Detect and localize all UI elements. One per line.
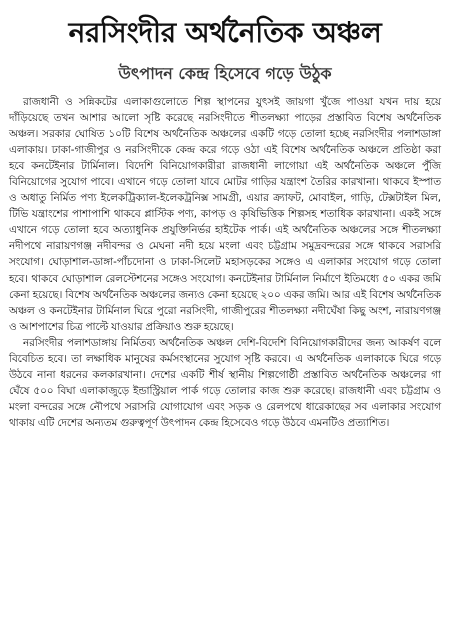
headline: নরসিংদীর অর্থনৈতিক অঞ্চল [68, 16, 382, 49]
paragraph-1: রাজধানী ও সন্নিকটের এলাকাগুলোতে শিল্প স্থাপনের যুৎসই জায়গা খুঁজে পাওয়া যখন দায় হয়ে দাঁড়িয়েছে তখন আশার আলো সৃষ্টি করেছে নরসিংদীতে শীতলক্ষ্যা পাড়ের প্রস্তাবিত বিশেষ অর্থনৈতিক অঞ্চল। সরকার ঘোষিত ১০টি বিশেষ অর্থনৈতিক অঞ্চলের একটি গড়ে তোলা হচ্ছে নরসিংদীর পলাশডাঙ্গা এলাকায়। ঢাকা-গাজীপুর ও নরসিংদীকে কেন্দ্র করে গড়ে ওঠা এই বিশেষ অর্থনৈতিক অঞ্চলে প্রতিষ্ঠা করা হবে কনটেইনার টার্মিনাল। বিদেশি বিনিয়োগকারীরা রাজধানী লাগোয়া এই অর্থনৈতিক অঞ্চলে পুঁজি বিনিয়োগের সুযোগ পাবে। এখানে গড়ে তোলা যাবে মোটর গাড়ির যন্ত্রাংশ তৈরির কারখানা। থাকবে ইস্পাত ও অধাতু নির্মিত পণ্য ইলেকট্রিক্যাল-ইলেকট্রনিক্স সামগ্রী, এয়ার ক্র্যাফট, মোবাইল, গাড়ি, টেক্সটাইল মিল, টিভি যন্ত্রাংশের পাশাপাশি থাকবে প্লাস্টিক পণ্য, কাপড় ও কৃষিভিত্তিক শিল্পসহ শতাধিক কারখানা। একই সঙ্গে এখানে গড়ে তোলা হবে অত্যাধুনিক প্রযুক্তিনির্ভর হাইটেক পার্ক। এই অর্থনৈতিক অঞ্চলের সঙ্গে শীতলক্ষ্যা নদীপথে নারায়ণগঞ্জ নদীবন্দর ও মেঘনা নদী হয়ে মংলা এবং চট্টগ্রাম সমুদ্রবন্দরের সঙ্গে থাকবে সরাসরি সংযোগ। ঘোড়াশাল-ডাঙ্গা-পাঁচদোনা ও ঢাকা-সিলেট মহাসড়কের সঙ্গেও এ এলাকার সংযোগ গড়ে তোলা হবে। থাকবে ঘোড়াশাল রেলস্টেশনের সঙ্গেও সংযোগ। কনটেইনার টার্মিনাল নির্মাণে ইতিমধ্যে ৫০ একর জমি কেনা হয়েছে। বিশেষ অর্থনৈতিক অঞ্চলের জন্যও কেনা হয়েছে ২০০ একর জমি। আর এই বিশেষ অর্থনৈতিক অঞ্চল ও কনটেইনার টার্মিনাল ঘিরে পুরো নরসিংদী, গাজীপুরের শীতলক্ষ্যা নদীঘেঁষা কিছু অংশ, নারায়ণগঞ্জ ও আশপাশের চিত্র পাল্টে যাওয়ার প্রক্রিয়াও শুরু হয়েছে। [9, 96, 441, 333]
paragraph-2: নরসিংদীর পলাশডাঙ্গায় নির্মিতব্য অর্থনৈতিক অঞ্চল দেশি-বিদেশি বিনিয়োগকারীদের জন্য আকর্ষণ বলে বিবেচিত হবে। তা লক্ষাধিক মানুষের কর্মসংস্থানের সুযোগ সৃষ্টি করবে। এ অর্থনৈতিক এলাকাকে ঘিরে গড়ে উঠবে নানা ধরনের কলকারখানা। দেশের একটি শীর্ষ স্থানীয় শিল্পগোষ্ঠী প্রস্তাবিত অর্থনৈতিক অঞ্চলের গা ঘেঁষে ৫০০ বিঘা এলাকাজুড়ে ইন্ডাস্ট্রিয়াল পার্ক গড়ে তোলার কাজ শুরু করেছে। রাজধানী এবং চট্টগ্রাম ও মংলা বন্দরের সঙ্গে নৌপথে সরাসরি যোগাযোগ এবং সড়ক ও রেলপথে ধারেকাছের সব এলাকার সংযোগ থাকায় এটি দেশের অন্যতম গুরুত্বপূর্ণ উৎপাদন কেন্দ্র হিসেবেও গড়ে উঠবে এমনটিও প্রত্যাশিত। [9, 336, 441, 429]
article-body [9, 94, 441, 431]
subheadline: উৎপাদন কেন্দ্র হিসেবে গড়ে উঠুক [118, 64, 332, 83]
